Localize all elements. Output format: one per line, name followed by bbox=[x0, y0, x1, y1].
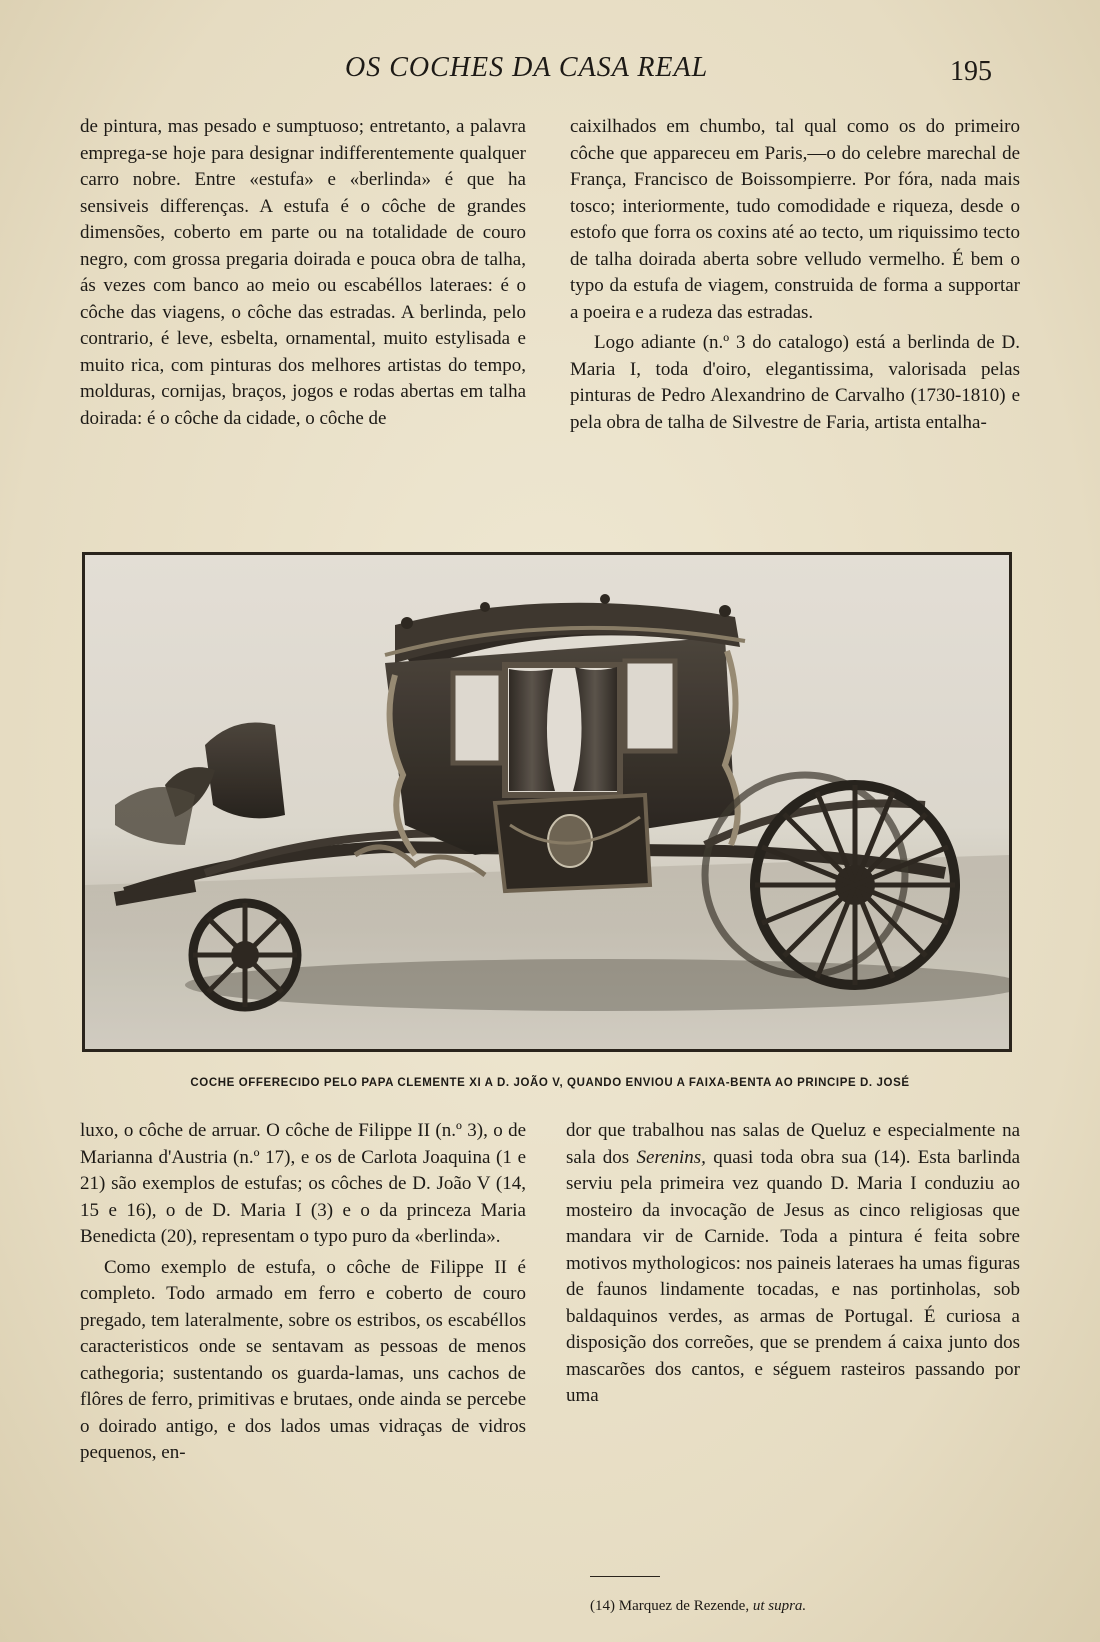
footnote-text: (14) Marquez de Rezende, bbox=[590, 1598, 753, 1614]
page-number: 195 bbox=[950, 56, 992, 87]
column-bottom-right bbox=[566, 1118, 1020, 1410]
column-top-right bbox=[570, 114, 1020, 436]
column-top-left bbox=[80, 114, 526, 432]
paragraph: Como exemplo de estufa, o côche de Filippe II é completo. Todo armado em ferro e coberto de couro pregado, tem lateralmente, sobre os estribos, os escabéllos caracteristicos onde se sentavam as pessoas de menos cathegoria; sustentando os guarda-lamas, uns cachos de flôres de ferro, primitivas e brutaes, onde ainda se percebe o doirado antigo, e dos lados umas vidraças de vidros pequenos, en- bbox=[80, 1256, 526, 1463]
text-run: dor que trabalhou nas salas de Queluz e especialmente na sala dos bbox=[566, 1120, 1020, 1168]
running-title: OS COCHES DA CASA REAL bbox=[345, 52, 709, 83]
paragraph bbox=[566, 1118, 1020, 1410]
footnote-italic: ut supra. bbox=[752, 1598, 807, 1614]
text-run: quasi toda obra sua (14). Esta barlinda serviu pela primeira vez quando D. Maria I conduziu ao mosteiro da invocação de Jesus as cinco religiosas que mandara vir de Carnide. Toda a pintura é feita sobre motivos mythologicos: nos paineis lateraes ha umas figuras de faunos lindamente tocadas, e nas portinholas, sob baldaquinos verdes, as armas de Portugal. É curiosa a disposição dos correões, que se prendem á caixa junto dos mascarões dos cantos, e séguem rasteiros passando por uma bbox=[566, 1146, 1020, 1406]
paragraph: de pintura, mas pesado e sumptuoso; entretanto, a palavra emprega-se hoje para designar indifferentemente qualquer carro nobre. Entre «estufa» e «berlinda» é que ha sensiveis differenças. A estufa é o côche de grandes dimensões, coberto em parte ou na totalidade de couro negro, com grossa pregaria doirada e pouca obra de talha, ás vezes com banco ao meio ou escabéllos lateraes: é o côche das viagens, o côche das estradas. A berlinda, pelo contrario, é leve, esbelta, ornamental, muito estylisada e muito rica, com pinturas dos melhores artistas do tempo, molduras, cornijas, braços, jogos e rodas abertas em talha doirada: é o côche da cidade, o côche de bbox=[80, 116, 526, 429]
paragraph: luxo, o côche de arruar. O côche de Filippe II (n.º 3), o de Marianna d'Austria (n.º 17), e os de Carlota Joaquina (1 e 21) são exemplos de estufas; os côches de D. João V (14, 15 e 16), o de D. Maria I (3) e o da princeza Maria Benedicta (20), representam o typo puro da «berlinda». bbox=[80, 1120, 526, 1247]
coach-photograph bbox=[82, 552, 1012, 1052]
paragraph: Logo adiante (n.º 3 do catalogo) está a berlinda de D. Maria I, toda d'oiro, elegantissima, valorisada pelas pinturas de Pedro Alexandrino de Carvalho (1730-1810) e pela obra de talha de Silvestre de Faria, artista entalha- bbox=[570, 332, 1020, 433]
figure-caption: COCHE OFFERECIDO PELO PAPA CLEMENTE XI A D. JOÃO V, QUANDO ENVIOU A FAIXA-BENTA AO PRINCIPE D. JOSÉ bbox=[190, 1077, 910, 1089]
column-bottom-left bbox=[80, 1118, 526, 1467]
footnote bbox=[590, 1598, 806, 1615]
paragraph: caixilhados em chumbo, tal qual como os do primeiro côche que appareceu em Paris,—o do celebre marechal de França, Francisco de Boissompierre. Por fóra, nada mais tosco; interiormente, tudo comodidade e riqueza, desde o estofo que forra os coxins até ao tecto, um riquissimo tecto de talha doirada aberta sobre velludo vermelho. É bem o typo da estufa de viagem, construida de forma a supportar a poeira e a rudeza das estradas. bbox=[570, 116, 1020, 323]
footnote-rule bbox=[590, 1576, 660, 1577]
italic-term: Serenins, bbox=[636, 1146, 706, 1168]
